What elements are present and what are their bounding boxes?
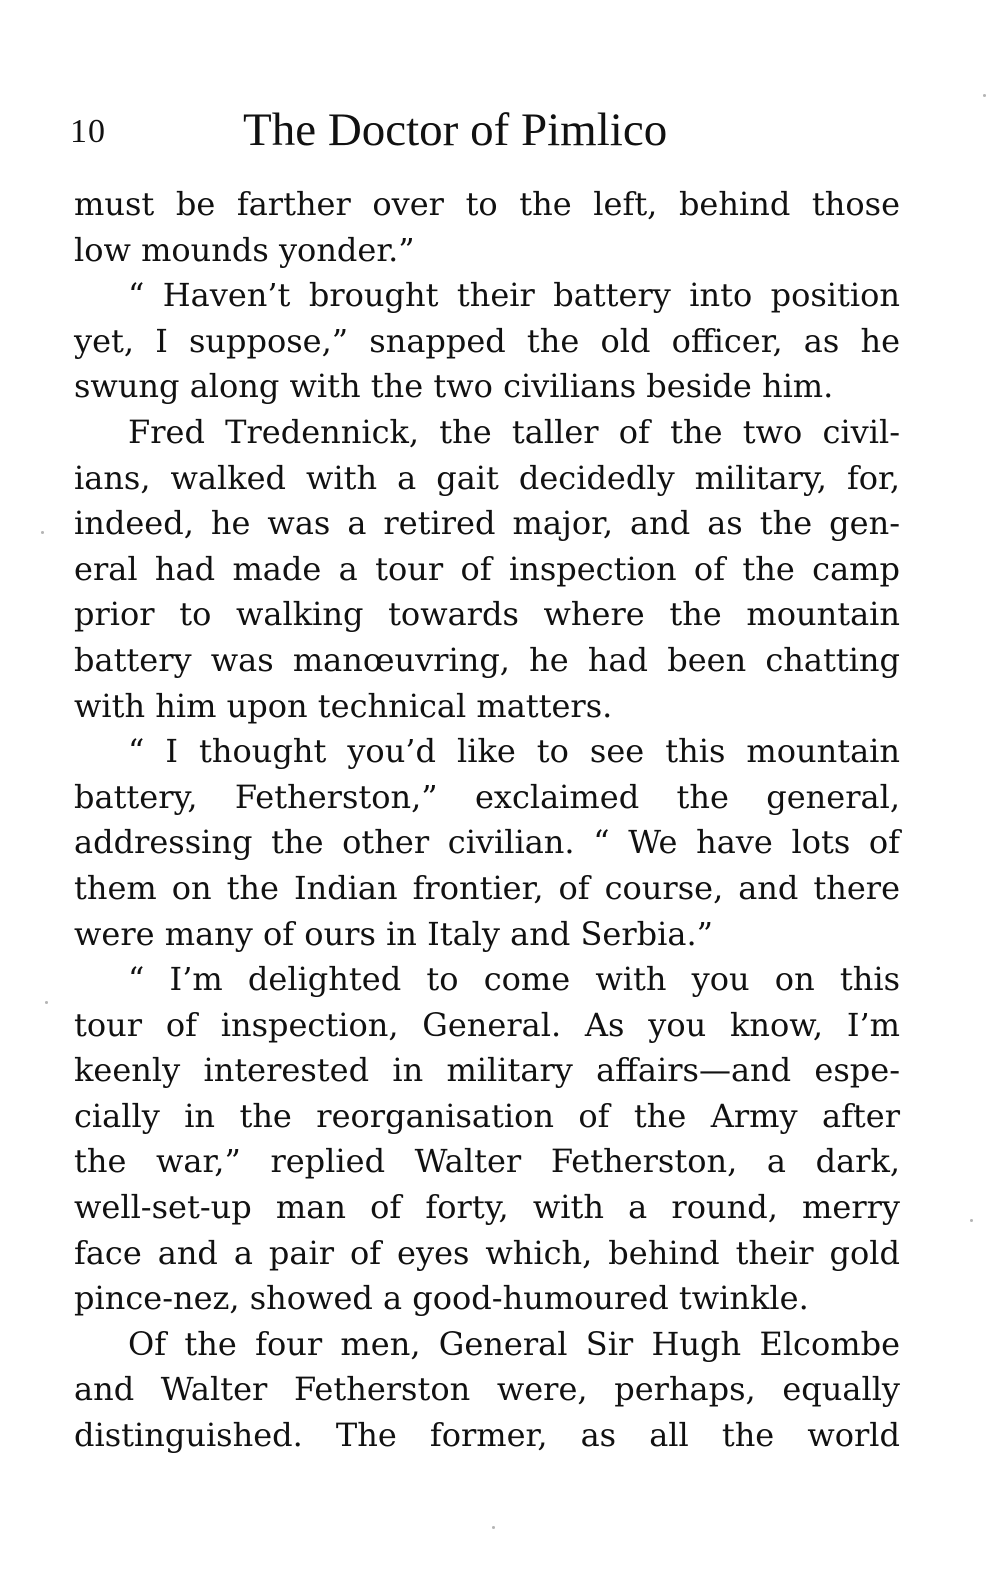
text-line: well-set-up man of forty, with a round, merry [74, 1188, 900, 1227]
text-line: keenly interested in military affairs—and espe- [74, 1051, 900, 1090]
paper-speck [492, 1526, 495, 1529]
text-line: “ I’m delighted to come with you on this [128, 960, 900, 999]
paper-speck [45, 1001, 48, 1004]
text-line: addressing the other civilian. “ We have lots of [74, 823, 900, 862]
text-line: indeed, he was a retired major, and as the gen- [74, 504, 900, 543]
text-line: with him upon technical matters. [74, 686, 613, 725]
text-line: prior to walking towards where the mountain [74, 595, 900, 634]
text-line: were many of ours in Italy and Serbia.” [74, 914, 713, 953]
body-text [74, 182, 900, 1459]
text-line: Of the four men, General Sir Hugh Elcombe [128, 1324, 900, 1363]
text-line: low mounds yonder.” [74, 230, 415, 269]
text-line: yet, I suppose,” snapped the old officer, as he [74, 321, 900, 360]
text-line: tour of inspection, General. As you know, I’m [74, 1005, 900, 1044]
text-line: them on the Indian frontier, of course, and there [74, 868, 900, 907]
text-line: cially in the reorganisation of the Army after [74, 1096, 900, 1135]
page-number: 10 [70, 113, 106, 150]
running-title: The Doctor of Pimlico [243, 104, 668, 156]
text-line: distinguished. The former, as all the world [74, 1416, 900, 1455]
text-line: the war,” replied Walter Fetherston, a dark, [74, 1142, 900, 1181]
paper-speck [970, 1219, 973, 1222]
text-line: Fred Tredennick, the taller of the two civil- [128, 412, 900, 451]
text-line: and Walter Fetherston were, perhaps, equally [74, 1370, 900, 1409]
paper-speck [41, 531, 44, 534]
text-line: face and a pair of eyes which, behind their gold [74, 1233, 900, 1272]
text-line: pince-nez, showed a good-humoured twinkle. [74, 1279, 809, 1318]
text-line: ians, walked with a gait decidedly military, for, [74, 458, 900, 497]
paper-speck [983, 94, 986, 97]
text-line: “ I thought you’d like to see this mountain [128, 732, 900, 771]
text-line: “ Haven’t brought their battery into position [128, 276, 900, 315]
text-line: eral had made a tour of inspection of the camp [74, 549, 900, 588]
text-line: swung along with the two civilians beside him. [74, 367, 834, 406]
text-line: battery was manœuvring, he had been chatting [74, 640, 900, 679]
page-header [70, 103, 910, 163]
text-line: battery, Fetherston,” exclaimed the general, [74, 777, 900, 816]
text-line: must be farther over to the left, behind those [74, 185, 900, 223]
